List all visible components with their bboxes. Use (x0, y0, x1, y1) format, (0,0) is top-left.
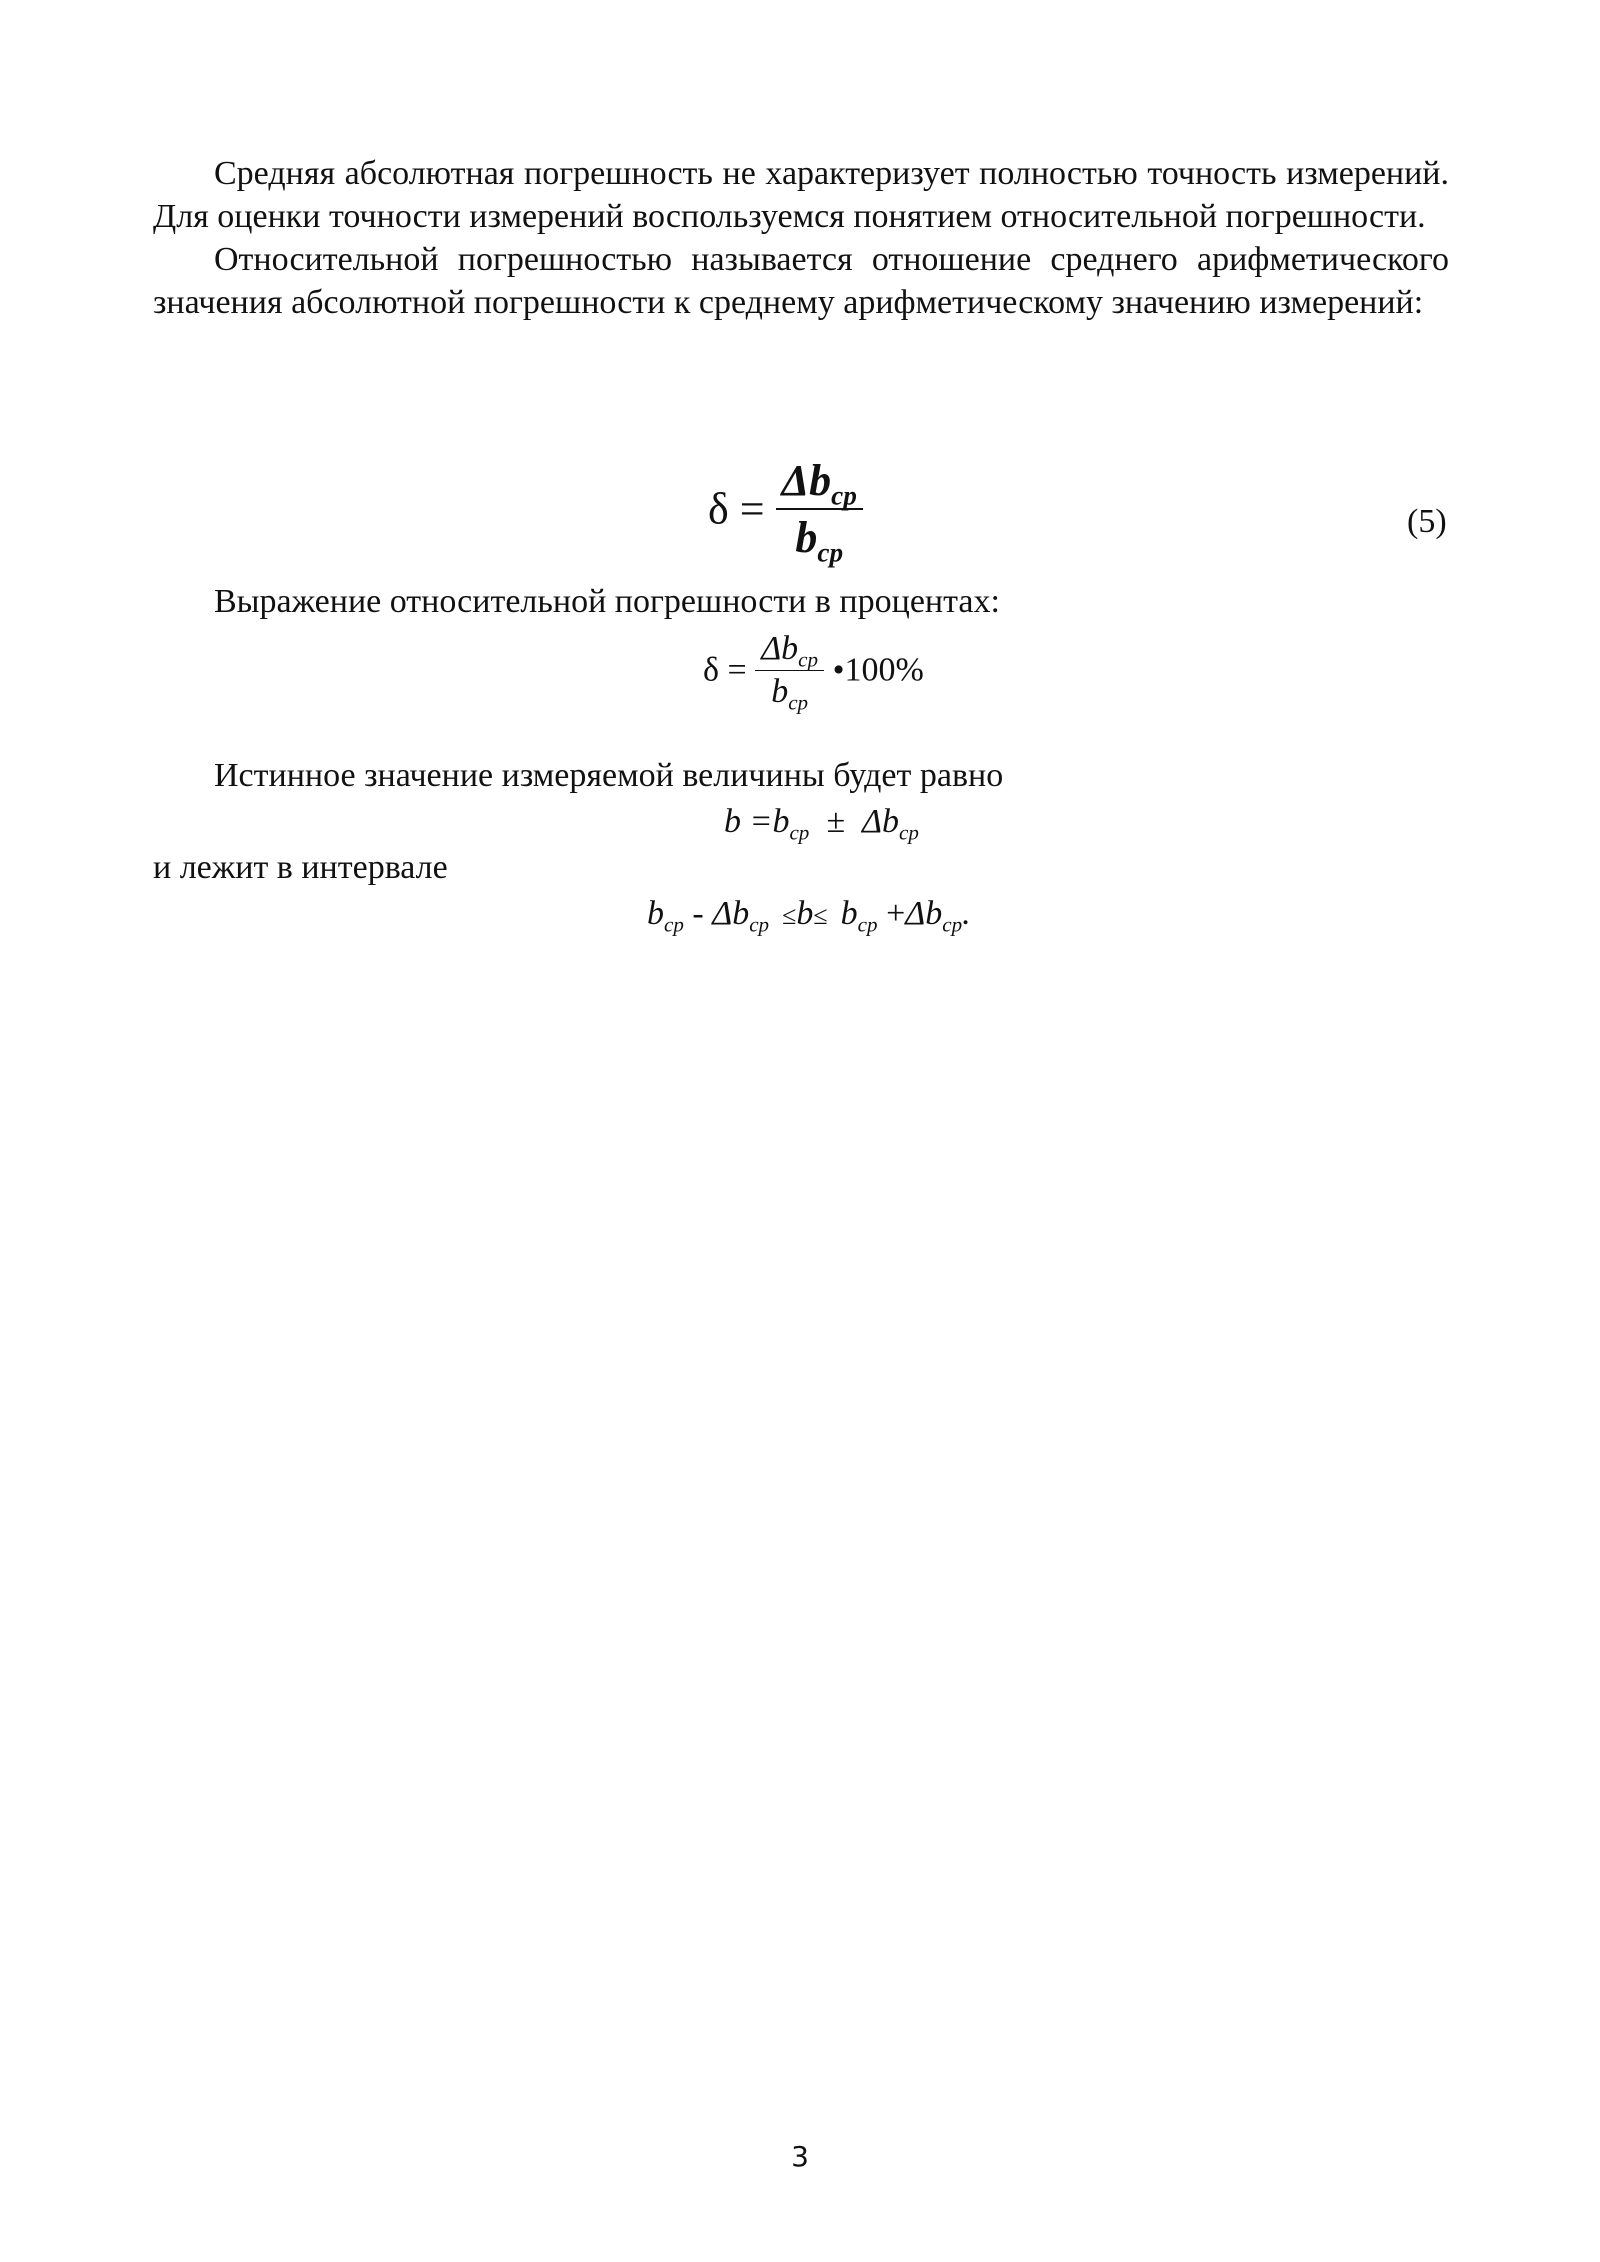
equation-5-fraction (776, 455, 863, 568)
equation-interval: $b_{cp} - \Delta b_{cp} \le b\le b_{cp} +\Delta b_{cp}$. (647, 895, 971, 937)
paragraph-interval: и лежит в интервале (153, 849, 448, 886)
equation-percent-fraction (755, 630, 824, 715)
equation-percent-numerator: $\Delta b_{cp}$ (761, 630, 819, 672)
equation-percent (703, 630, 924, 715)
equation-5 (708, 455, 863, 568)
equation-5-numerator: $\Delta b_{cp}$ (781, 456, 857, 511)
document-content (153, 152, 1449, 324)
equation-percent-lhs: δ = (703, 651, 747, 689)
equation-percent-rhs: •100% (832, 651, 924, 689)
equation-5-number: (5) (1407, 503, 1447, 540)
paragraph-true-value: Истинное значение измеряемой величины будет равно (214, 757, 1004, 794)
equation-5-lhs: δ = (708, 484, 765, 534)
equation-5-denominator: $b_{cp}$ (795, 513, 844, 568)
equation-percent-denominator: $b_{cp}$ (771, 673, 809, 715)
page-number: 3 (791, 2140, 809, 2173)
equation-true-value: $b =b_{cp} \pm \Delta b_{cp}$ (724, 803, 919, 845)
paragraph-percent: Выражение относительной погрешности в процентах: (214, 583, 1000, 620)
paragraph-absolute-error: Средняя абсолютная погрешность не характеризует полностью точность измерений. Для оценки точности измерений воспользуемся понятием относительной погрешности. (153, 155, 1449, 235)
paragraph-relative-error-definition: Относительной погрешностью называется отношение среднего арифметического значения абсолютной погрешности к среднему арифметическому значению измерений: (153, 241, 1449, 321)
